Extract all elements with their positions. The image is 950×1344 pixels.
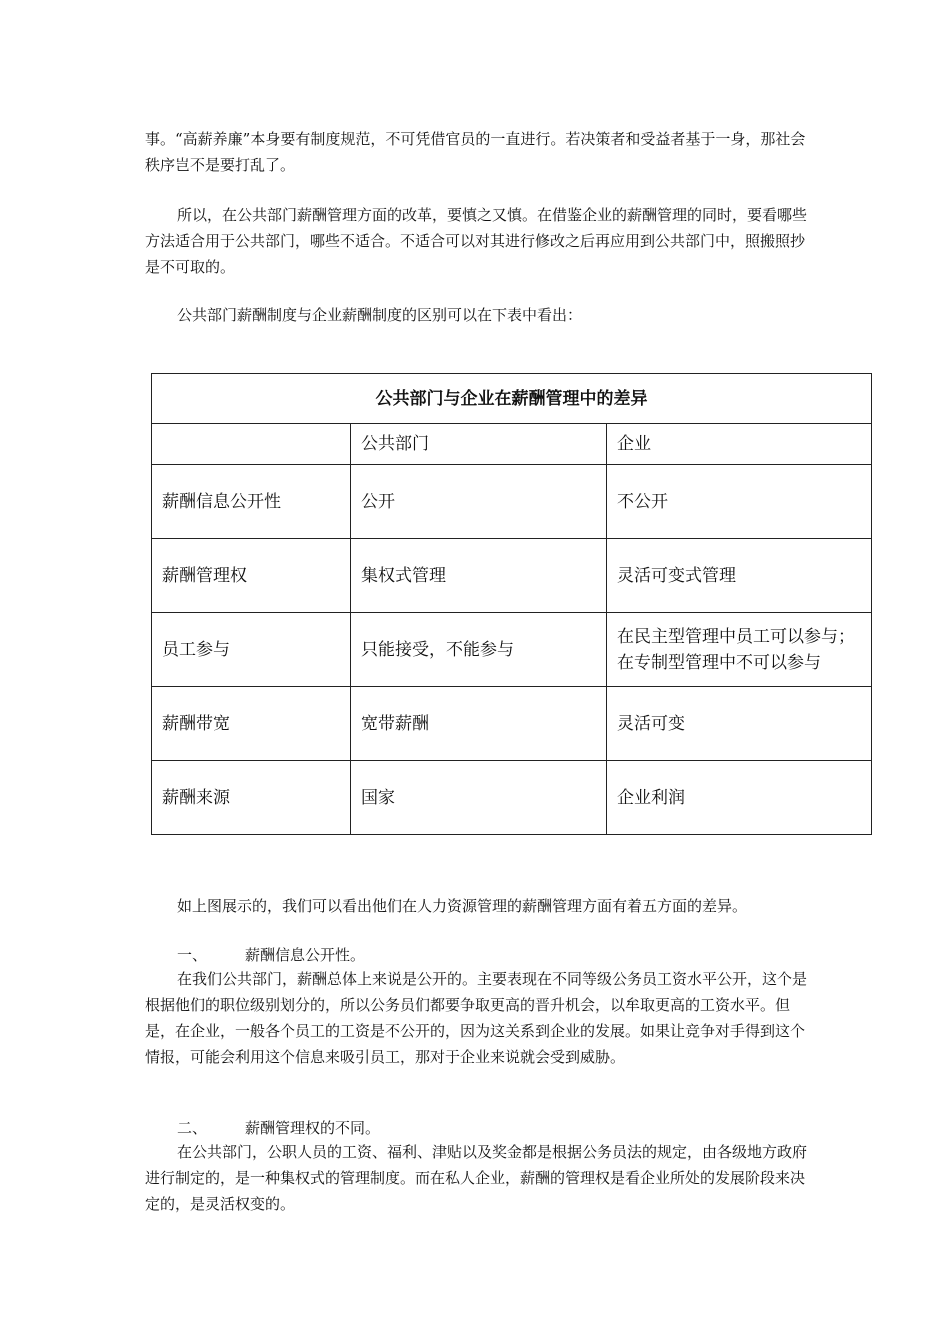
table-cell: 灵活可变 — [607, 687, 872, 761]
table-cell: 国家 — [351, 761, 607, 835]
table-cell: 公开 — [351, 465, 607, 539]
table-row — [152, 465, 872, 539]
table-cell: 不公开 — [607, 465, 872, 539]
section-title: 薪酬信息公开性。 — [245, 946, 366, 964]
table-cell: 员工参与 — [152, 613, 351, 687]
table-header-cell: 企业 — [607, 424, 872, 465]
table-cell: 企业利润 — [607, 761, 872, 835]
section-heading — [177, 1115, 380, 1141]
table-cell: 薪酬管理权 — [152, 539, 351, 613]
table-cell: 宽带薪酬 — [351, 687, 607, 761]
paragraph-reform: 所以，在公共部门薪酬管理方面的改革，要慎之又慎。在借鉴企业的薪酬管理的同时，要看哪些方法适合用于公共部门，哪些不适合。不适合可以对其进行修改之后再应用到公共部门中，照搬照抄是不可取的。 — [145, 206, 808, 276]
table-header-cell: 公共部门 — [351, 424, 607, 465]
paragraph-summary: 如上图展示的，我们可以看出他们在人力资源管理的薪酬管理方面有着五方面的差异。 — [177, 897, 748, 915]
section-number: 二、 — [177, 1119, 208, 1137]
table-title: 公共部门与企业在薪酬管理中的差异 — [152, 374, 872, 424]
table-row — [152, 539, 872, 613]
section-body: 在公共部门，公职人员的工资、福利、津贴以及奖金都是根据公务员法的规定，由各级地方政府进行制定的，是一种集权式的管理制度。而在私人企业，薪酬的管理权是看企业所处的发展阶段来决定的，是灵活权变的。 — [145, 1143, 808, 1213]
table-cell: 薪酬带宽 — [152, 687, 351, 761]
table-cell: 集权式管理 — [351, 539, 607, 613]
comparison-table — [151, 373, 872, 835]
table-cell: 在民主型管理中员工可以参与；在专制型管理中不可以参与 — [607, 613, 872, 687]
table-cell: 只能接受，不能参与 — [351, 613, 607, 687]
section-body: 在我们公共部门，薪酬总体上来说是公开的。主要表现在不同等级公务员工资水平公开，这个是根据他们的职位级别划分的，所以公务员们都要争取更高的晋升机会，以牟取更高的工资水平。但是，在企业，一般各个员工的工资是不公开的，因为这关系到企业的发展。如果让竞争对手得到这个情报，可能会利用这个信息来吸引员工，那对于企业来说就会受到威胁。 — [145, 970, 808, 1066]
paragraph-intro: 事。“高薪养廉”本身要有制度规范，不可凭借官员的一直进行。若决策者和受益者基于一身，那社会秩序岂不是要打乱了。 — [145, 130, 806, 174]
table-header-row — [152, 424, 872, 465]
table-row — [152, 613, 872, 687]
table-row — [152, 761, 872, 835]
table-header-cell — [152, 424, 351, 465]
table-title-row — [152, 374, 872, 424]
paragraph-table-intro: 公共部门薪酬制度与企业薪酬制度的区别可以在下表中看出： — [177, 306, 583, 324]
section-number: 一、 — [177, 946, 208, 964]
table-cell: 薪酬信息公开性 — [152, 465, 351, 539]
table-row — [152, 687, 872, 761]
section-title: 薪酬管理权的不同。 — [245, 1119, 381, 1137]
table-cell: 灵活可变式管理 — [607, 539, 872, 613]
table-cell: 薪酬来源 — [152, 761, 351, 835]
section-heading — [177, 942, 365, 968]
